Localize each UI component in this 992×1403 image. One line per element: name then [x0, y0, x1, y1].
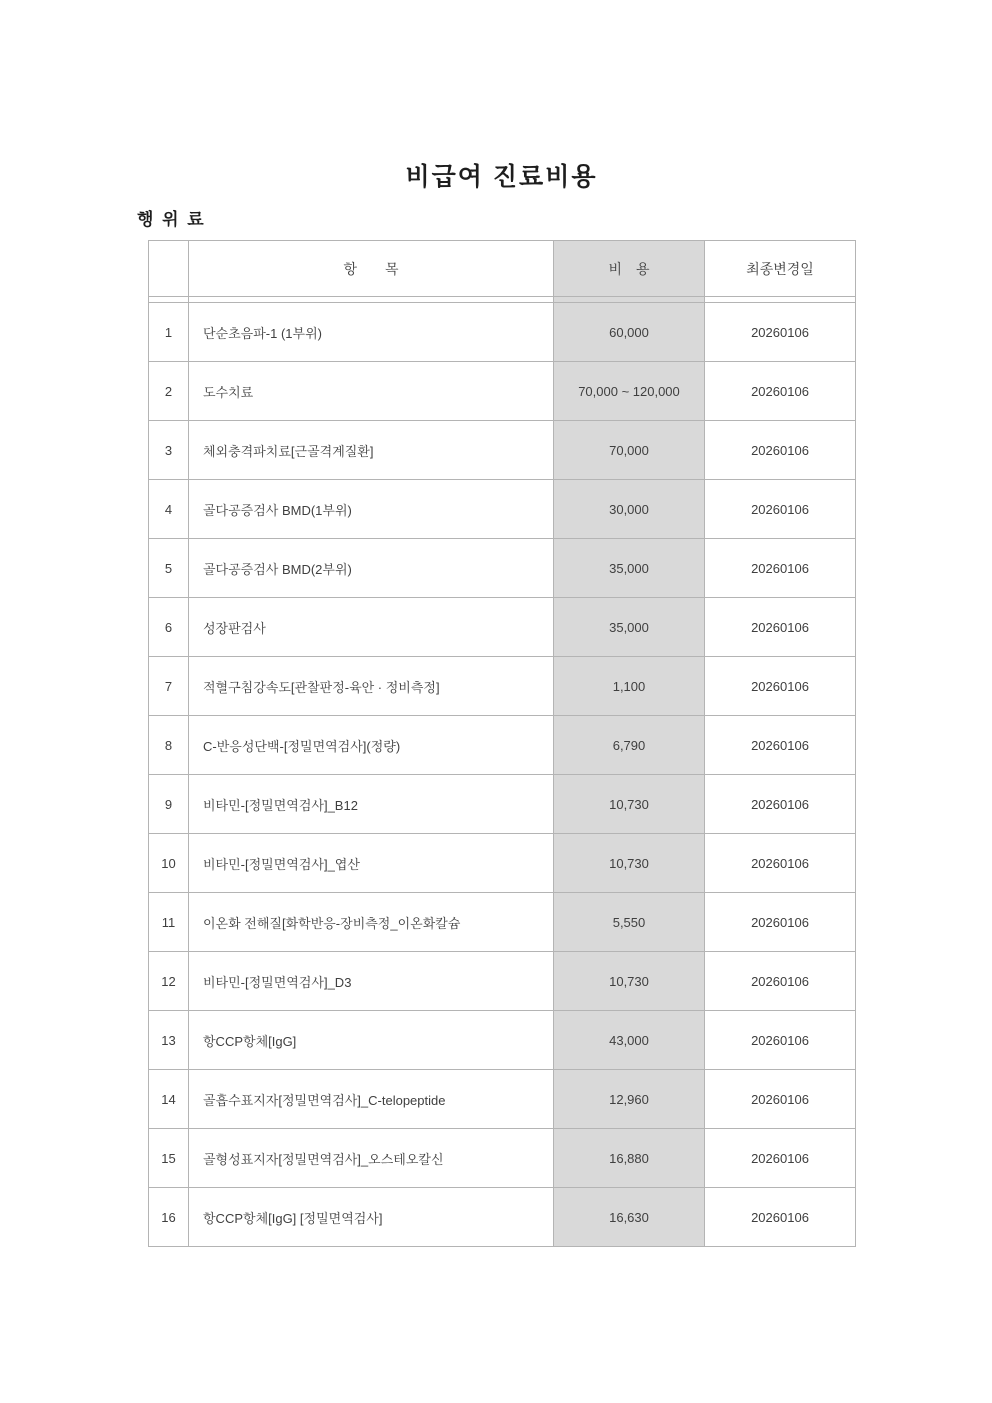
item-cell: 성장판검사 [189, 598, 554, 657]
date-cell: 20260106 [705, 539, 856, 598]
item-cell: 골다공증검사 BMD(1부위) [189, 480, 554, 539]
date-cell: 20260106 [705, 598, 856, 657]
table-row [149, 1070, 856, 1129]
table-row [149, 893, 856, 952]
cost-cell: 60,000 [554, 303, 705, 362]
cost-cell: 5,550 [554, 893, 705, 952]
row-number-cell: 8 [149, 716, 189, 775]
item-cell: 이온화 전해질[화학반응-장비측정_이온화칼슘 [189, 893, 554, 952]
row-number-cell: 16 [149, 1188, 189, 1247]
row-number-cell: 11 [149, 893, 189, 952]
table-row [149, 657, 856, 716]
row-number-cell: 12 [149, 952, 189, 1011]
table-row [149, 421, 856, 480]
cost-cell: 1,100 [554, 657, 705, 716]
section-label-fee-type: 행 위 료 [137, 210, 206, 229]
item-cell: 비타민-[정밀면역검사]_B12 [189, 775, 554, 834]
date-cell: 20260106 [705, 1070, 856, 1129]
date-cell: 20260106 [705, 362, 856, 421]
item-cell: 단순초음파-1 (1부위) [189, 303, 554, 362]
date-cell: 20260106 [705, 1188, 856, 1247]
cost-cell: 12,960 [554, 1070, 705, 1129]
item-cell: 적혈구침강속도[관찰판정-육안 · 정비측정] [189, 657, 554, 716]
cost-cell: 10,730 [554, 834, 705, 893]
date-cell: 20260106 [705, 421, 856, 480]
cost-cell: 10,730 [554, 775, 705, 834]
date-cell: 20260106 [705, 480, 856, 539]
table-row [149, 303, 856, 362]
date-cell: 20260106 [705, 775, 856, 834]
table-row [149, 716, 856, 775]
cost-cell: 35,000 [554, 598, 705, 657]
cost-cell: 70,000 [554, 421, 705, 480]
item-cell: C-반응성단백-[정밀면역검사](정량) [189, 716, 554, 775]
item-cell: 비타민-[정밀면역검사]_엽산 [189, 834, 554, 893]
row-number-cell: 3 [149, 421, 189, 480]
fee-table [148, 240, 856, 1247]
date-cell: 20260106 [705, 716, 856, 775]
row-number-cell: 15 [149, 1129, 189, 1188]
table-row [149, 480, 856, 539]
row-number-cell: 9 [149, 775, 189, 834]
date-cell: 20260106 [705, 893, 856, 952]
item-cell: 골형성표지자[정밀면역검사]_오스테오칼신 [189, 1129, 554, 1188]
page-title: 비급여 진료비용 [405, 163, 598, 191]
date-cell: 20260106 [705, 834, 856, 893]
cost-cell: 16,630 [554, 1188, 705, 1247]
table-row [149, 952, 856, 1011]
table-body [149, 303, 856, 1247]
item-cell: 항CCP항체[IgG] [정밀면역검사] [189, 1188, 554, 1247]
date-cell: 20260106 [705, 303, 856, 362]
row-number-cell: 4 [149, 480, 189, 539]
table-row [149, 775, 856, 834]
row-number-cell: 2 [149, 362, 189, 421]
table-row [149, 1129, 856, 1188]
header-item-cell: 항 목 [189, 241, 554, 297]
date-cell: 20260106 [705, 1011, 856, 1070]
item-cell: 골흡수표지자[정밀면역검사]_C-telopeptide [189, 1070, 554, 1129]
table-header-row [149, 241, 856, 297]
row-number-cell: 13 [149, 1011, 189, 1070]
date-cell: 20260106 [705, 952, 856, 1011]
cost-cell: 70,000 ~ 120,000 [554, 362, 705, 421]
table-row [149, 1188, 856, 1247]
row-number-cell: 1 [149, 303, 189, 362]
cost-cell: 30,000 [554, 480, 705, 539]
row-number-cell: 10 [149, 834, 189, 893]
header-date-cell: 최종변경일 [705, 241, 856, 297]
table-row [149, 362, 856, 421]
item-cell: 체외충격파치료[근골격계질환] [189, 421, 554, 480]
header-cost-cell: 비 용 [554, 241, 705, 297]
date-cell: 20260106 [705, 657, 856, 716]
header-number-cell [149, 241, 189, 297]
item-cell: 항CCP항체[IgG] [189, 1011, 554, 1070]
date-cell: 20260106 [705, 1129, 856, 1188]
item-cell: 도수치료 [189, 362, 554, 421]
table-row [149, 539, 856, 598]
row-number-cell: 6 [149, 598, 189, 657]
cost-cell: 10,730 [554, 952, 705, 1011]
cost-cell: 6,790 [554, 716, 705, 775]
cost-cell: 43,000 [554, 1011, 705, 1070]
item-cell: 골다공증검사 BMD(2부위) [189, 539, 554, 598]
row-number-cell: 7 [149, 657, 189, 716]
table-row [149, 834, 856, 893]
row-number-cell: 5 [149, 539, 189, 598]
table-row [149, 1011, 856, 1070]
table-row [149, 598, 856, 657]
row-number-cell: 14 [149, 1070, 189, 1129]
cost-cell: 35,000 [554, 539, 705, 598]
cost-cell: 16,880 [554, 1129, 705, 1188]
item-cell: 비타민-[정밀면역검사]_D3 [189, 952, 554, 1011]
